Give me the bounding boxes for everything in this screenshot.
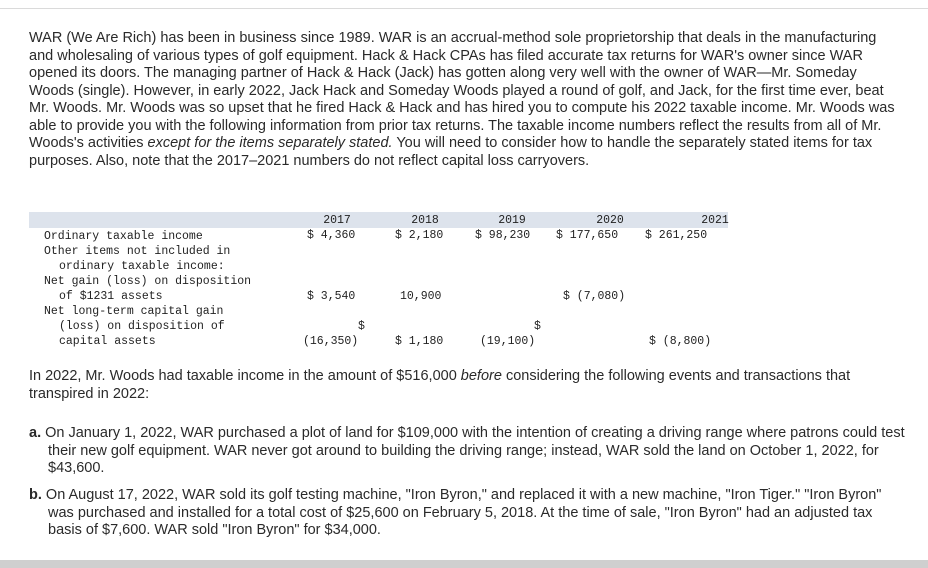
intro-text-end: You will need to consider how to handle the separately stated items for tax purposes. Also, note that the 2017–2021 numbers do not reflect capital loss carryovers. bbox=[29, 135, 873, 169]
table-cell: $ 177,650 bbox=[556, 229, 619, 242]
table-cell: $ bbox=[358, 320, 365, 333]
events-intro-text: In 2022, Mr. Woods had taxable income in the amount of $516,000 bbox=[29, 368, 461, 384]
year-header: 2018 bbox=[411, 214, 439, 227]
item-a-label: a. bbox=[29, 425, 42, 441]
row-label-1231: Net gain (loss) on disposition bbox=[44, 275, 252, 288]
item-b bbox=[29, 487, 910, 540]
row-label-other: ordinary taxable income: bbox=[59, 260, 225, 273]
row-label-other: Other items not included in bbox=[44, 245, 231, 258]
table-cell: $ 3,540 bbox=[307, 290, 356, 303]
top-divider bbox=[0, 8, 928, 9]
table-cell: $ 2,180 bbox=[395, 229, 444, 242]
intro-paragraph bbox=[29, 30, 899, 170]
year-header: 2020 bbox=[596, 214, 624, 227]
table-cell: $ 4,360 bbox=[307, 229, 356, 242]
table-cell: $ (8,800) bbox=[649, 335, 712, 348]
item-b-label: b. bbox=[29, 487, 42, 503]
row-label-1231: of $1231 assets bbox=[59, 290, 163, 303]
events-intro-emphasis: before bbox=[460, 368, 502, 384]
row-label-ltcg: capital assets bbox=[59, 335, 156, 348]
item-a bbox=[29, 425, 910, 478]
table-cell: $ 1,180 bbox=[395, 335, 444, 348]
intro-emphasis: except for the items separately stated. bbox=[147, 135, 393, 151]
year-header: 2019 bbox=[498, 214, 526, 227]
events-intro-text-end: considering the following events and transactions that transpired in 2022: bbox=[29, 368, 851, 402]
table-cell: $ (7,080) bbox=[563, 290, 626, 303]
year-header: 2017 bbox=[323, 214, 351, 227]
row-label-ltcg: (loss) on disposition of bbox=[59, 320, 225, 333]
table-cell: $ 261,250 bbox=[645, 229, 708, 242]
bottom-scroll-bar[interactable] bbox=[0, 560, 928, 568]
table-cell: $ bbox=[534, 320, 541, 333]
row-label-ltcg: Net long-term capital gain bbox=[44, 305, 224, 318]
year-header: 2021 bbox=[701, 214, 729, 227]
table-cell: $ 98,230 bbox=[475, 229, 531, 242]
table-cell: (19,100) bbox=[480, 335, 536, 348]
row-label-ordinary: Ordinary taxable income bbox=[44, 230, 203, 243]
table-cell: 10,900 bbox=[400, 290, 442, 303]
events-intro bbox=[29, 368, 899, 403]
intro-text: WAR (We Are Rich) has been in business since 1989. WAR is an accrual-method sole proprietorship that deals in the manufacturing and wholesaling of various types of golf equipment. Hack & Hack CPAs has filed accurate tax returns for WAR's owner since WAR opened its doors. The managing partner of Hack & Hack (Jack) has gotten along very well with the owner of WAR—Mr. Someday Woods (single). However, in early 2022, Jack Hack and Someday Woods played a round of golf, and Jack, for the first time ever, beat Mr. Woods. Mr. Woods was so upset that he fired Hack & Hack and has hired you to compute his 2022 taxable income. Mr. Woods was able to provide you with the following information from prior tax returns. The taxable income numbers reflect the results from all of Mr. Woods's activities bbox=[29, 30, 895, 151]
table-cell: (16,350) bbox=[303, 335, 359, 348]
item-a-text: On January 1, 2022, WAR purchased a plot of land for $109,000 with the intention of creating a driving range where patrons could test their new golf equipment. WAR never got around to building the driving range; instead, WAR sold the land on October 1, 2022, for $43,600. bbox=[41, 425, 905, 476]
item-b-text: On August 17, 2022, WAR sold its golf testing machine, "Iron Byron," and replaced it with a new machine, "Iron Tiger." "Iron Byron" was purchased and installed for a total cost of $25,600 on February 5, 2018. At the time of sale, "Iron Byron" had an adjusted tax basis of $7,600. WAR sold "Iron Byron" for $34,000. bbox=[41, 487, 882, 538]
